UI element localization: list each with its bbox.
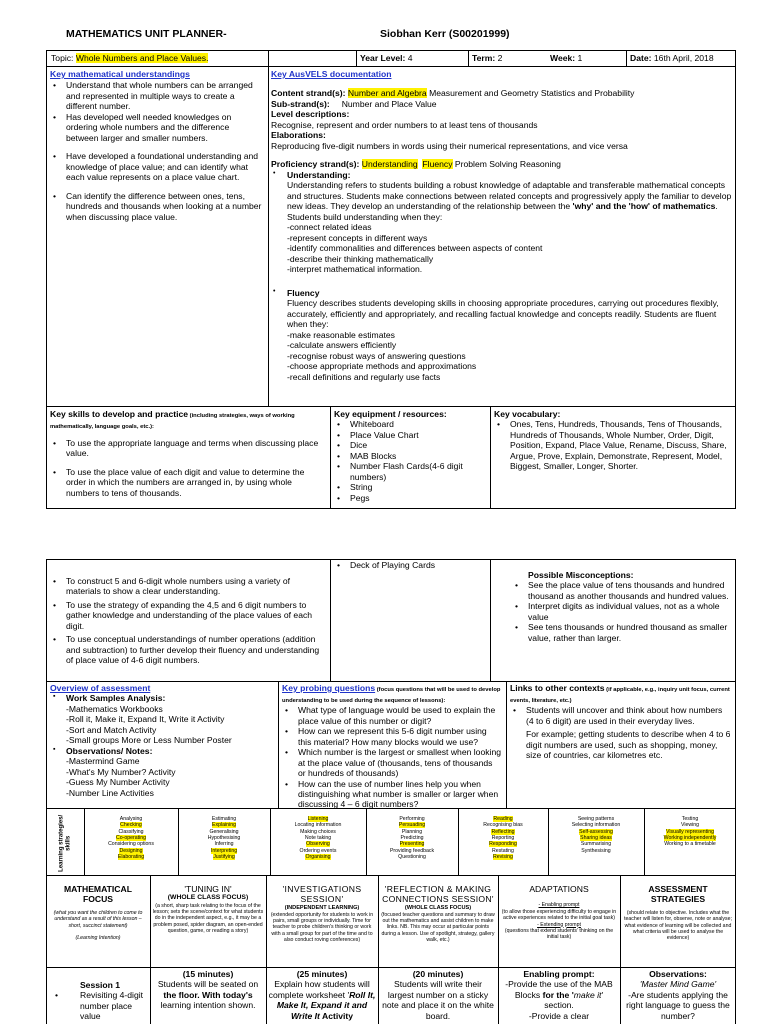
content-strand-label: Content strand(s): bbox=[271, 88, 348, 99]
strategy-item: Making choices bbox=[300, 828, 336, 835]
list-item: • To use the strategy of expanding the 4,5 and 6 digit numbers to gather knowledge and understanding of the place values of each digit. bbox=[50, 600, 326, 631]
header-enabling-note: (to allow those experiencing difficulty to engage in active experiences related to the initial goal task) bbox=[501, 908, 617, 922]
list-item: • How can the use of number lines help you when distinguishing what number is smaller or larger when discussing 4 – 6 digit numbers? bbox=[282, 779, 502, 810]
strategy-item: Reflecting bbox=[491, 828, 515, 835]
level-descriptions-label: Level descriptions: bbox=[271, 109, 350, 120]
session-time: (20 minutes) bbox=[412, 969, 464, 979]
list-item: • Deck of Playing Cards bbox=[334, 560, 488, 570]
session-text: -Provide a clear bbox=[528, 1010, 590, 1021]
week-label: Week: bbox=[550, 53, 578, 63]
session1-assessment bbox=[622, 969, 734, 1021]
work-samples-label: Work Samples Analysis: bbox=[66, 693, 166, 704]
header-desc: (should relate to objective. Includes what the teacher will listen for, observe, note or analyse; what evidence of learning will be collected and what criteria will be used to analyse the evidence) bbox=[624, 909, 732, 942]
list-item: -Number Line Activities bbox=[66, 787, 154, 798]
probing-questions-cell bbox=[282, 683, 502, 810]
list-item: • Understand that whole numbers can be arranged and represented in multiple ways to create a different number. bbox=[50, 80, 264, 111]
understanding-block: • Understanding: Understanding refers to students building a robust knowledge of adaptable and transferable mathematical concepts and structures. Students make connections between related concepts and progressively apply the familiar to develop new ideas. They develop an understanding of the relationship between the 'why' and the 'how' of mathematics. Students build understanding when they: -connect related ideas -represent concepts in different ways -identify commonalities and differences between aspects of content -describe their thinking mathematically -interpret mathematical information. bbox=[273, 169, 732, 275]
list-item: -connect related ideas bbox=[287, 222, 372, 233]
understanding-text: Understanding refers to students building a robust knowledge of adaptable and transferable mathematical concepts and structures. Students make connections between related concepts and progressively apply the familiar to develop new ideas. They develop an understanding of the relationship between the bbox=[287, 180, 732, 212]
session-text: -Are students applying the right language to guess the number? bbox=[626, 989, 730, 1021]
strategies-column bbox=[179, 816, 269, 860]
list-item: • See the place value of tens thousands and hundred thousand as another thousands and hundred values. bbox=[512, 580, 732, 601]
proficiency-strand bbox=[271, 159, 733, 169]
list-item: -recall definitions and regularly use facts bbox=[287, 371, 441, 382]
key-skills-continued bbox=[50, 576, 326, 666]
assessment-heading: Overview of assessment bbox=[50, 683, 151, 693]
week-cell bbox=[550, 53, 582, 63]
header-reflection bbox=[380, 884, 496, 944]
observations-title: Observations: bbox=[649, 969, 707, 979]
session-text-italic: make it bbox=[573, 989, 602, 1000]
header-title: ADAPTATIONS bbox=[529, 884, 589, 894]
vocabulary-heading: Key vocabulary: bbox=[494, 409, 561, 419]
header-desc: (what you want the children to come to understand as a result of this lesson – short, succinct statement) (Learning Intention) bbox=[53, 909, 143, 942]
equipment-cell bbox=[334, 409, 488, 503]
header-sub: (INDEPENDENT LEARNING) bbox=[284, 904, 360, 911]
list-item: -What's My Number? Activity bbox=[66, 766, 176, 777]
strategy-item: Considering options bbox=[108, 841, 154, 848]
strategy-item: Predicting bbox=[400, 835, 424, 842]
list-item: • Interpret digits as individual values, not as a whole value bbox=[512, 601, 732, 622]
strategy-item: Inferring bbox=[214, 841, 234, 848]
list-item: • Which number is the largest or smallest when looking at the place value of (thousands, tens of thousands or hundreds of thousands) bbox=[282, 747, 502, 778]
list-item: • To construct 5 and 6-digit whole numbers using a variety of materials to show a clear understanding. bbox=[50, 576, 326, 597]
strategy-item: Summarising bbox=[580, 841, 612, 848]
content-strand bbox=[271, 88, 733, 98]
list-item: -Mathematics Workbooks bbox=[66, 703, 163, 714]
activity-name: Roll It, Make It, Expand it and Write It bbox=[276, 989, 376, 1021]
date-cell bbox=[630, 53, 714, 63]
strategies-column bbox=[85, 816, 177, 860]
header-sub: (WHOLE CLASS FOCUS) bbox=[167, 894, 249, 902]
term-cell bbox=[472, 53, 502, 63]
list-item: • String bbox=[334, 482, 488, 492]
key-understandings-heading: Key mathematical understandings bbox=[50, 69, 190, 79]
strategy-item: Responding bbox=[489, 841, 517, 848]
session1-focus bbox=[52, 980, 148, 1022]
strategy-item: Organising bbox=[305, 854, 331, 861]
list-item: • What type of language would be used to explain the place value of this number or digit? bbox=[282, 705, 502, 726]
strategy-item: Estimating bbox=[211, 816, 237, 822]
header-desc: (extended opportunity for students to work in pairs, small groups or individually. Time for teacher to probe children's thinking or work with a small group for part of the time and to also conduct roving conferences) bbox=[270, 911, 374, 944]
list-item: -Mastermind Game bbox=[66, 756, 140, 767]
year-label: Year Level: bbox=[360, 53, 408, 63]
list-item: • Has developed well needed knowledges on ordering whole numbers and the difference between larger and smaller numbers. bbox=[50, 112, 264, 143]
strategies-column bbox=[367, 816, 457, 860]
strategy-item: Sharing ideas bbox=[580, 835, 612, 842]
fluency-title: Fluency bbox=[287, 287, 320, 298]
list-item: -Sort and Match Activity bbox=[66, 724, 157, 735]
session-text: -Provide the use of the MAB Blocks bbox=[505, 979, 613, 1000]
strategy-item: Persuading bbox=[398, 822, 426, 829]
game-name: 'Master Mind Game' bbox=[639, 979, 717, 990]
strategy-item: Questioning bbox=[398, 854, 426, 861]
key-skills-note: (including strategies, ways of working mathematically, language goals, etc.): bbox=[50, 413, 295, 430]
strategy-item: Planning bbox=[401, 828, 423, 835]
term-label: Term: bbox=[472, 53, 498, 63]
session-time: (15 minutes) bbox=[182, 969, 234, 979]
header-enabling: - Enabling prompt bbox=[538, 902, 580, 909]
strategy-item: Seeing patterns bbox=[577, 816, 615, 822]
list-item: -calculate answers efficiently bbox=[287, 340, 397, 351]
header-extending-note: (questions that extend students' thinking on the initial task) bbox=[504, 927, 614, 941]
strategy-item: Hypothesising bbox=[207, 835, 241, 842]
session-text-end: learning intention shown. bbox=[160, 1000, 256, 1011]
list-item: -describe their thinking mathematically bbox=[287, 253, 434, 264]
list-item: • To use the appropriate language and terms when discussing place value. bbox=[50, 438, 326, 459]
strategies-column bbox=[549, 816, 643, 854]
list-item: -choose appropriate methods and approximations bbox=[287, 361, 477, 372]
strategy-item: Visually representing bbox=[665, 828, 715, 835]
links-cell bbox=[510, 683, 732, 761]
strategy-item: Justifying bbox=[213, 854, 235, 861]
links-heading: Links to other contexts bbox=[510, 683, 605, 693]
session1-tuning bbox=[152, 969, 264, 1011]
header-desc: (focused teacher questions and summary to draw out the mathematics and assist children to make links. NB. This may occur at particular points during a lesson. Use of spotlight, strategy, gallery walk, etc.) bbox=[381, 911, 495, 944]
sub-strand-value: Number and Place Value bbox=[341, 98, 437, 109]
strategy-item: Restating bbox=[492, 847, 514, 854]
proficiency-fluency: Fluency bbox=[422, 159, 453, 170]
session1-adaptations bbox=[500, 969, 618, 1021]
list-item: • See tens thousands or hundred thousand as smaller value, rather than larger. bbox=[512, 622, 732, 643]
sub-strand-label: Sub-strand(s): bbox=[271, 98, 330, 109]
strategies-column bbox=[271, 816, 365, 860]
misconceptions-cell bbox=[512, 570, 732, 643]
header-tuning-in bbox=[152, 884, 264, 934]
list-item: -recognise robust ways of answering questions bbox=[287, 350, 466, 361]
misconceptions-heading: Possible Misconceptions: bbox=[528, 570, 634, 580]
probing-note: (focus questions that will be used to develop understanding to be used during the sequence of lessons): bbox=[282, 687, 501, 705]
strategy-item: Listening bbox=[307, 816, 329, 822]
sub-strand bbox=[271, 99, 733, 109]
strategies-side-label: Learning strategies/ skills bbox=[58, 814, 72, 872]
page-title: MATHEMATICS UNIT PLANNER- bbox=[66, 28, 227, 40]
proficiency-understanding: Understanding bbox=[361, 159, 418, 170]
list-item: -make reasonable estimates bbox=[287, 329, 395, 340]
proficiency-rest: Problem Solving Reasoning bbox=[452, 159, 561, 170]
strategy-item: Explaining bbox=[212, 822, 236, 829]
session-title: Session 1 bbox=[79, 980, 121, 990]
header-title: 'TUNING IN' bbox=[184, 884, 232, 894]
header-adaptations bbox=[500, 884, 618, 941]
strategy-item: Synthesising bbox=[581, 847, 611, 854]
topic-label: Topic: bbox=[51, 53, 76, 63]
list-item: -represent concepts in different ways bbox=[287, 232, 428, 243]
key-skills-cell bbox=[50, 409, 326, 498]
key-skills-heading: Key skills to develop and practice bbox=[50, 409, 189, 419]
header-mathematical-focus bbox=[48, 884, 148, 942]
strategy-item: Co-operating bbox=[116, 835, 146, 842]
list-item: • Whiteboard bbox=[334, 419, 488, 429]
vocabulary-cell bbox=[494, 409, 732, 472]
strategy-item: Ordering events bbox=[299, 847, 337, 854]
strategy-item: Viewing bbox=[680, 822, 700, 829]
session-text-bold: for the ' bbox=[542, 989, 574, 1000]
list-item: • Revisiting 4-digit number place value bbox=[52, 990, 148, 1021]
ausvels-cell bbox=[271, 69, 733, 382]
equipment-continued bbox=[334, 560, 488, 570]
list-item: • Can identify the difference between ones, tens, hundreds and thousands when looking at a number when discussing place value. bbox=[50, 191, 264, 222]
strategy-item: Classifying bbox=[118, 828, 144, 835]
session1-investigation bbox=[268, 969, 376, 1021]
header-sub: (WHOLE CLASS FOCUS) bbox=[404, 904, 472, 911]
enabling-title: Enabling prompt: bbox=[523, 969, 595, 979]
strategy-item: Selecting information bbox=[571, 822, 621, 829]
header-title: ASSESSMENT STRATEGIES bbox=[648, 884, 708, 905]
session-text: Explain how students will complete worksheet ' bbox=[268, 979, 370, 1000]
list-item: • Dice bbox=[334, 440, 488, 450]
strategy-item: Locating information bbox=[294, 822, 342, 829]
elaborations-value: Reproducing five-digit numbers in words using their numerical representations, and vice versa bbox=[271, 140, 628, 151]
vocabulary-text: • Ones, Tens, Hundreds, Thousands, Tens of Thousands, Hundreds of Thousands, Whole Number, Order, Digit, Position, Expand, Place Value, Rename, Discuss, Share, Argue, Prove, Explain, Demonstrate, Represent, Model, Biggest, Smaller, Longer, Shorter. bbox=[494, 419, 732, 471]
week-value: 1 bbox=[577, 53, 583, 63]
content-strand-rest: Measurement and Geometry Statistics and Probability bbox=[426, 88, 635, 99]
probing-heading: Key probing questions bbox=[282, 683, 376, 693]
date-label: Date: bbox=[630, 53, 654, 63]
list-item bbox=[50, 693, 274, 703]
links-note: (if applicable, e.g., inquiry unit focus, current events, literature, etc.) bbox=[510, 687, 730, 705]
strategy-item: Reporting bbox=[491, 835, 515, 842]
session-time: (25 minutes) bbox=[296, 969, 348, 979]
list-item: • Have developed a foundational understanding and knowledge of place value; and can identify what each value represents on a place value chart. bbox=[50, 151, 264, 182]
key-understandings-cell bbox=[50, 69, 264, 222]
strategy-item: Recognising bias bbox=[483, 822, 523, 829]
strategy-item: Reading bbox=[493, 816, 513, 822]
list-item: -interpret mathematical information. bbox=[287, 264, 423, 275]
understanding-title: Understanding: bbox=[287, 169, 351, 180]
strategy-item: Generalising bbox=[209, 828, 239, 835]
proficiency-label: Proficiency strand(s): bbox=[271, 159, 362, 170]
strategy-item: Testing bbox=[681, 816, 699, 822]
fluency-text: Fluency describes students developing skills in choosing appropriate procedures, carrying out procedures flexibly, accurately, efficiently and appropriately, and recalling factual knowledge and concepts readily. Students are fluent when they: bbox=[287, 298, 719, 330]
links-example: For example; getting students to describe when 4 to 6 digit numbers are used, such as shopping, money, size of countries, car kilometres etc. bbox=[526, 729, 731, 761]
strategy-item: Self-assessing bbox=[579, 828, 613, 835]
strategy-item: Working to a timetable bbox=[664, 841, 716, 848]
list-item: -Roll it, Make it, Expand It, Write it Activity bbox=[66, 714, 225, 725]
strategy-item: Note taking bbox=[304, 835, 332, 842]
list-item: • Place Value Chart bbox=[334, 430, 488, 440]
strategy-item: Working independently bbox=[663, 835, 717, 842]
strategy-item: Interpreting bbox=[210, 847, 238, 854]
understanding-why-how: 'why' and the 'how' of mathematics bbox=[572, 201, 716, 212]
list-item: • How can we represent this 5-6 digit number using this material? How many blocks would we use? bbox=[282, 726, 502, 747]
list-item: -Small groups More or Less Number Poster bbox=[66, 735, 232, 746]
header-title: 'REFLECTION & MAKING CONNECTIONS SESSION' bbox=[382, 884, 494, 905]
session-text-end: ' section. bbox=[544, 989, 604, 1011]
header-desc: (a short, sharp task relating to the focus of the lesson; sets the scene/context for what students do in the independent aspect, e.g., it may be a problem posed, spider diagram, an open-ended question, game, or reading a story) bbox=[152, 902, 264, 935]
session-text-end: Activity bbox=[319, 1010, 354, 1021]
strategy-item: Providing feedback bbox=[389, 847, 435, 854]
content-strand-highlight: Number and Algebra bbox=[347, 88, 427, 99]
session-text: Students will be seated on bbox=[157, 979, 259, 990]
header-title: MATHEMATICAL FOCUS bbox=[64, 884, 132, 905]
strategies-column bbox=[645, 816, 735, 848]
list-item: • MAB Blocks bbox=[334, 451, 488, 461]
strategy-item: Presenting bbox=[399, 841, 425, 848]
strategies-column bbox=[459, 816, 547, 860]
ausvels-heading: Key AusVELS documentation bbox=[271, 69, 392, 79]
strategy-item: Checking bbox=[120, 822, 142, 829]
strategy-item: Performing bbox=[399, 816, 425, 822]
list-item: -identify commonalities and differences between aspects of content bbox=[287, 243, 543, 254]
level-descriptions-value: Recognise, represent and order numbers to at least tens of thousands bbox=[271, 119, 538, 130]
header-assessment-strategies bbox=[622, 884, 734, 942]
list-item: • Students will uncover and think about how numbers (4 to 6 digit) are used in their everyday lives. bbox=[510, 705, 732, 726]
topic-cell bbox=[51, 53, 208, 63]
list-item bbox=[50, 746, 274, 756]
term-value: 2 bbox=[497, 53, 503, 63]
session1-reflection bbox=[380, 969, 496, 1021]
equipment-heading: Key equipment / resources: bbox=[334, 409, 447, 419]
elaborations-label: Elaborations: bbox=[271, 130, 326, 141]
assessment-overview-cell bbox=[50, 683, 274, 798]
list-item: • To use the place value of each digit and value to determine the order in which the numbers are arranged in, by using whole numbers to tens of thousands. bbox=[50, 467, 326, 498]
understanding-text-end: . Students build understanding when they: bbox=[287, 201, 718, 222]
header-extending: - Extending prompt bbox=[537, 921, 581, 928]
fluency-block: • Fluency Fluency describes students developing skills in choosing appropriate procedures, carrying out procedures flexibly, accurately, efficiently and appropriately, and recalling factual knowledge and concepts readily. Students are fluent when they: -make reasonable estimates -calculate answers efficiently -recognise robust ways of answering questions -choose appropriate methods and approximations -recall definitions and regularly use facts bbox=[271, 288, 733, 382]
topic-value: Whole Numbers and Place Values. bbox=[75, 53, 209, 63]
date-value: 16th April, 2018 bbox=[653, 53, 714, 63]
header-title: 'INVESTIGATIONS SESSION' bbox=[282, 884, 362, 905]
year-value: 4 bbox=[407, 53, 413, 63]
author-name: Siobhan Kerr (S00201999) bbox=[380, 28, 510, 40]
strategy-item: Revising bbox=[493, 854, 513, 861]
session-text: Students will write their largest number on a sticky note and place it on the white board. bbox=[382, 979, 494, 1021]
list-item: • To use conceptual understandings of number operations (addition and subtraction) to further develop their fluency and understanding of place value of 4-6 digit numbers. bbox=[50, 634, 326, 665]
year-level-cell bbox=[360, 53, 413, 63]
list-item: -Guess My Number Activity bbox=[66, 777, 170, 788]
strategy-item: Observing bbox=[306, 841, 330, 848]
session-text-bold: the floor. With today's bbox=[163, 989, 253, 1000]
list-item: • Number Flash Cards(4-6 digit numbers) bbox=[334, 461, 488, 482]
strategy-item: Elaborating bbox=[117, 854, 145, 861]
strategy-item: Analysing bbox=[119, 816, 143, 822]
list-item: • Pegs bbox=[334, 493, 488, 503]
observations-label: Observations/ Notes: bbox=[66, 745, 153, 756]
strategy-item: Designing bbox=[119, 847, 143, 854]
header-investigations bbox=[268, 884, 376, 944]
